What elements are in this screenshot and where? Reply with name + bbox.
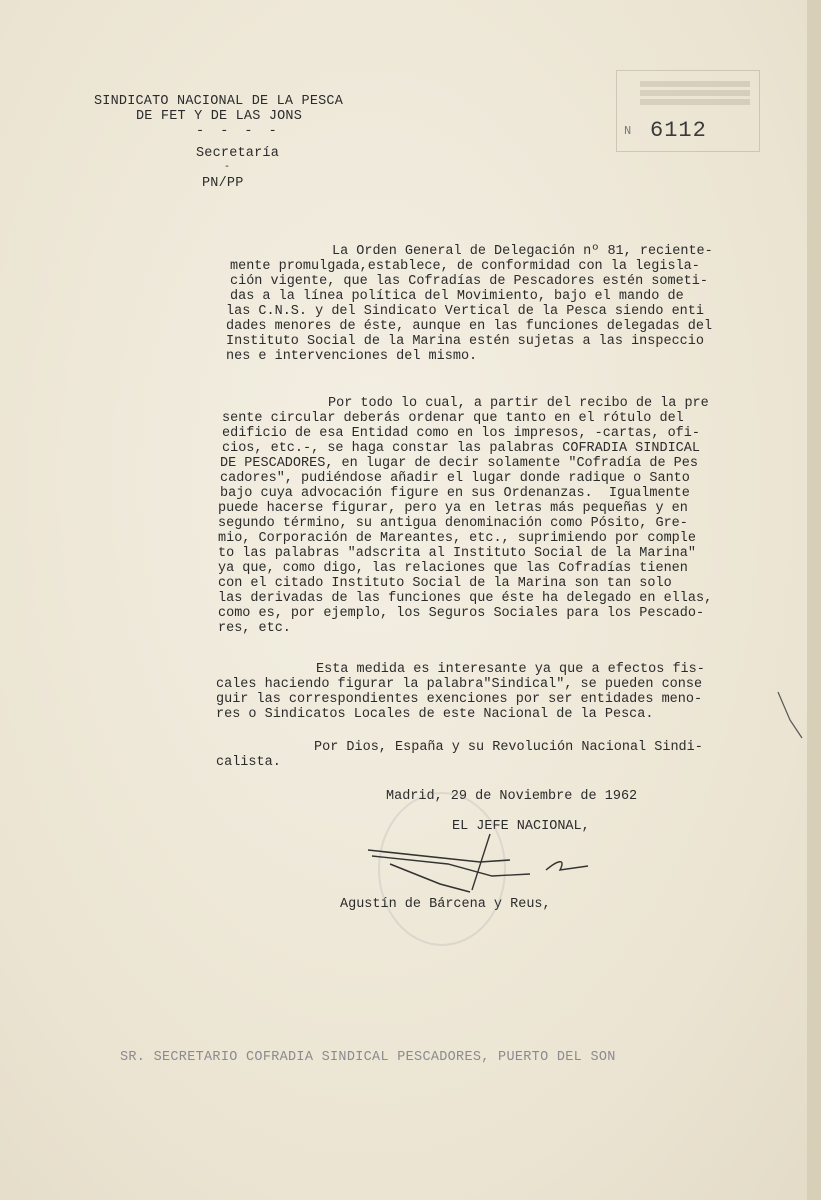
body-line: DE PESCADORES, en lugar de decir solamente "Cofradía de Pes	[220, 456, 698, 471]
body-line: calista.	[216, 755, 281, 770]
body-line: las C.N.S. y del Sindicato Vertical de la Pesca siendo enti	[226, 304, 704, 319]
body-line: segundo término, su antigua denominación como Pósito, Gre-	[218, 516, 688, 531]
body-line: guir las correspondientes exenciones por ser entidades meno-	[216, 692, 703, 707]
page-edge	[807, 0, 821, 1200]
addressee-line: SR. SECRETARIO COFRADIA SINDICAL PESCADORES, PUERTO DEL SON	[120, 1050, 616, 1065]
place-date: Madrid, 29 de Noviembre de 1962	[386, 789, 638, 804]
org-name-line2: DE FET Y DE LAS JONS	[136, 109, 303, 124]
body-line: nes e intervenciones del mismo.	[226, 349, 478, 364]
body-line: mente promulgada,establece, de conformidad con la legisla-	[230, 259, 700, 274]
department-label: Secretaría	[196, 146, 280, 161]
body-line: sente circular deberás ordenar que tanto en el rótulo del	[222, 411, 684, 426]
registry-number: 6112	[650, 118, 707, 143]
body-line: res o Sindicatos Locales de este Nacional de la Pesca.	[216, 707, 654, 722]
body-line: ya que, como digo, las relaciones que las Cofradías tienen	[218, 561, 688, 576]
body-line: Esta medida es interesante ya que a efectos fis-	[316, 662, 705, 677]
body-line: dades menores de éste, aunque en las funciones delegadas del	[226, 319, 713, 334]
body-line: cios, etc.-, se haga constar las palabras COFRADIA SINDICAL	[222, 441, 700, 456]
header-separator: - - - -	[196, 124, 281, 139]
signatory-title: EL JEFE NACIONAL,	[452, 819, 590, 834]
margin-mark	[776, 690, 806, 740]
org-name-line1: SINDICATO NACIONAL DE LA PESCA	[94, 94, 344, 109]
body-line: Por Dios, España y su Revolución Nacional Sindi-	[314, 740, 703, 755]
handwritten-signature	[360, 830, 600, 900]
signatory-name: Agustín de Bárcena y Reus,	[340, 897, 551, 912]
body-line: La Orden General de Delegación nº 81, reciente-	[332, 244, 713, 259]
reference-code: PN/PP	[202, 176, 244, 191]
department-rule: -	[224, 162, 231, 173]
body-line: cales haciendo figurar la palabra"Sindical", se pueden conse	[216, 677, 703, 692]
body-line: res, etc.	[218, 621, 291, 636]
body-line: puede hacerse figurar, pero ya en letras más pequeñas y en	[218, 501, 688, 516]
body-line: Instituto Social de la Marina estén sujetas a las inspeccio	[226, 334, 704, 349]
body-line: bajo cuya advocación figure en sus Ordenanzas. Igualmente	[220, 486, 690, 501]
body-line: Por todo lo cual, a partir del recibo de la pre	[328, 396, 709, 411]
body-line: das a la línea política del Movimiento, bajo el mando de	[230, 289, 684, 304]
body-line: cadores", pudiéndose añadir el lugar donde radique o Santo	[220, 471, 690, 486]
body-line: las derivadas de las funciones que éste ha delegado en ellas,	[218, 591, 713, 606]
registry-number-mark: N	[624, 124, 632, 138]
body-line: mio, Corporación de Mareantes, etc., suprimiendo por comple	[218, 531, 696, 546]
body-line: ción vigente, que las Cofradías de Pescadores estén someti-	[230, 274, 708, 289]
registry-stamp-text	[640, 78, 750, 108]
body-line: to las palabras "adscrita al Instituto Social de la Marina"	[218, 546, 696, 561]
body-line: edificio de esa Entidad como en los impresos, -cartas, ofi-	[222, 426, 700, 441]
body-line: como es, por ejemplo, los Seguros Sociales para los Pescado-	[218, 606, 705, 621]
body-line: con el citado Instituto Social de la Marina son tan solo	[218, 576, 672, 591]
